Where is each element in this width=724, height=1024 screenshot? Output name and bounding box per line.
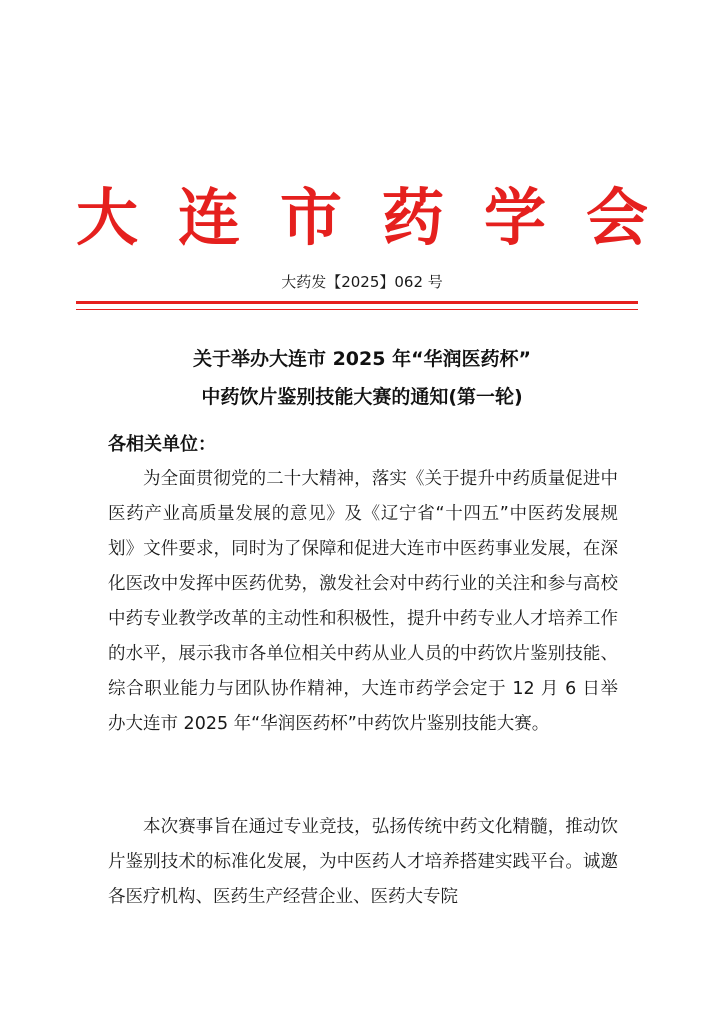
body-paragraph-2: 本次赛事旨在通过专业竞技，弘扬传统中药文化精髓，推动饮片鉴别技术的标准化发展，为中医药人才培养搭建实践平台。诚邀各医疗机构、医药生产经营企业、医药大专院 — [108, 817, 618, 907]
body-paragraph-1: 为全面贯彻党的二十大精神，落实《关于提升中药质量促进中医药产业高质量发展的意见》及《辽宁省“十四五”中医药发展规划》文件要求，同时为了保障和促进大连市中医药事业发展，在深化医改中发挥中医药优势，激发社会对中药行业的关注和参与高校中药专业教学改革的主动性和积极性，提升中药专业人才培养工作的水平，展示我市各单位相关中药从业人员的中药饮片鉴别技能、综合职业能力与团队协作精神，大连市药学会定于 12 月 6 日举办大连市 2025 年“华润医药杯”中药饮片鉴别技能大赛。 — [108, 469, 618, 734]
salutation: 各相关单位： — [108, 434, 216, 455]
notice-title-line-1: 关于举办大连市 2025 年“华润医药杯” — [192, 348, 532, 370]
document-number: 大药发【2025】062 号 — [281, 273, 443, 291]
organization-name: 大连市药学会 — [75, 181, 688, 254]
header-divider-thin — [76, 309, 638, 310]
header-divider-thick — [76, 301, 638, 304]
notice-title-line-2: 中药饮片鉴别技能大赛的通知(第一轮) — [201, 386, 523, 408]
